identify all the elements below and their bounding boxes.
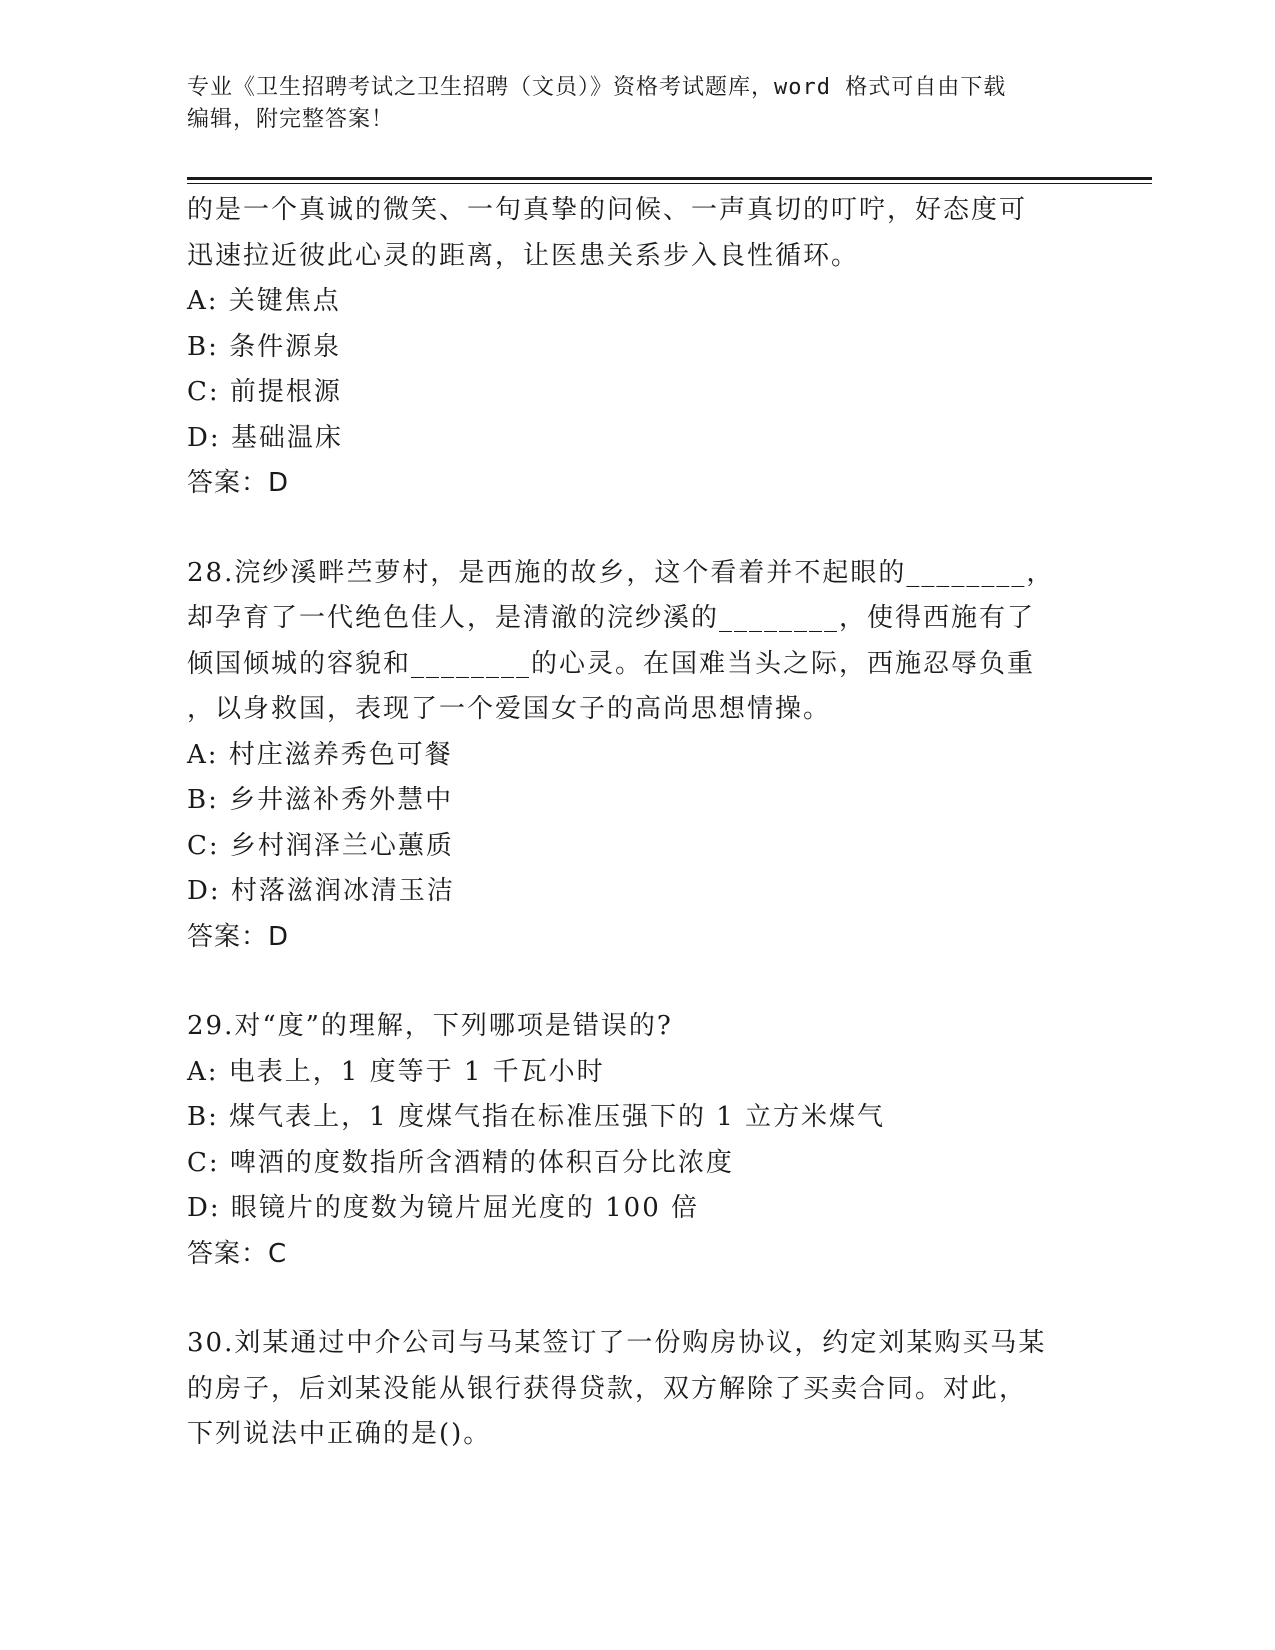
option-c: C: 啤酒的度数指所含酒精的体积百分比浓度	[187, 1147, 734, 1178]
question-stem-line: 倾国倾城的容貌和________的心灵。在国难当头之际，西施忍辱负重	[187, 648, 1036, 679]
question-stem-line: 29.对“度”的理解，下列哪项是错误的?	[187, 1011, 673, 1041]
spacer	[187, 507, 1087, 551]
question-list	[187, 188, 1087, 1458]
answer-line: 答案：D	[187, 921, 290, 952]
header-rule-thick	[187, 177, 1152, 180]
question-stem-line: 的房子，后刘某没能从银行获得贷款，双方解除了买卖合同。对此，	[187, 1373, 1028, 1404]
question-27	[187, 188, 1087, 507]
option-d: D: 基础温床	[187, 422, 343, 453]
option-d: D: 眼镜片的度数为镜片屈光度的 100 倍	[187, 1193, 700, 1223]
option-c: C: 乡村润泽兰心蕙质	[187, 830, 454, 861]
option-a: A: 电表上，1 度等于 1 千瓦小时	[187, 1056, 605, 1087]
question-stem-line: ，以身救国，表现了一个爱国女子的高尚思想情操。	[187, 694, 832, 724]
question-stem-line: 28.浣纱溪畔苎萝村，是西施的故乡，这个看着并不起眼的________，	[187, 557, 1055, 588]
option-b: B: 乡井滋补秀外慧中	[187, 785, 454, 815]
option-c: C: 前提根源	[187, 377, 342, 407]
option-b: B: 条件源泉	[187, 331, 342, 362]
question-stem-line: 下列说法中正确的是()。	[187, 1419, 492, 1449]
question-30	[187, 1321, 1087, 1458]
spacer	[187, 960, 1087, 1004]
option-a: A: 村庄滋养秀色可餐	[187, 739, 453, 770]
question-stem-line: 30.刘某通过中介公司与马某签订了一份购房协议，约定刘某购买马某	[187, 1328, 1047, 1358]
header-rule-thin	[187, 183, 1152, 184]
answer-line: 答案：C	[187, 1238, 288, 1269]
option-a: A: 关键焦点	[187, 286, 341, 316]
question-stem-line: 却孕育了一代绝色佳人，是清澈的浣纱溪的________，使得西施有了	[187, 603, 1036, 633]
question-29	[187, 1004, 1087, 1277]
header-line-1: 专业《卫生招聘考试之卫生招聘（文员）》资格考试题库，word 格式可自由下载	[187, 75, 1007, 100]
question-28	[187, 551, 1087, 961]
answer-line: 答案：D	[187, 468, 290, 498]
option-b: B: 煤气表上，1 度煤气指在标准压强下的 1 立方米煤气	[187, 1102, 886, 1132]
header-line-2: 编辑，附完整答案！	[187, 107, 395, 132]
question-stem-line: 迅速拉近彼此心灵的距离，让医患关系步入良性循环。	[187, 240, 860, 271]
option-d: D: 村落滋润冰清玉洁	[187, 876, 455, 906]
question-stem-line: 的是一个真诚的微笑、一句真挚的问候、一声真切的叮咛，好态度可	[187, 195, 1028, 225]
spacer	[187, 1277, 1087, 1321]
document-header	[187, 72, 1067, 136]
